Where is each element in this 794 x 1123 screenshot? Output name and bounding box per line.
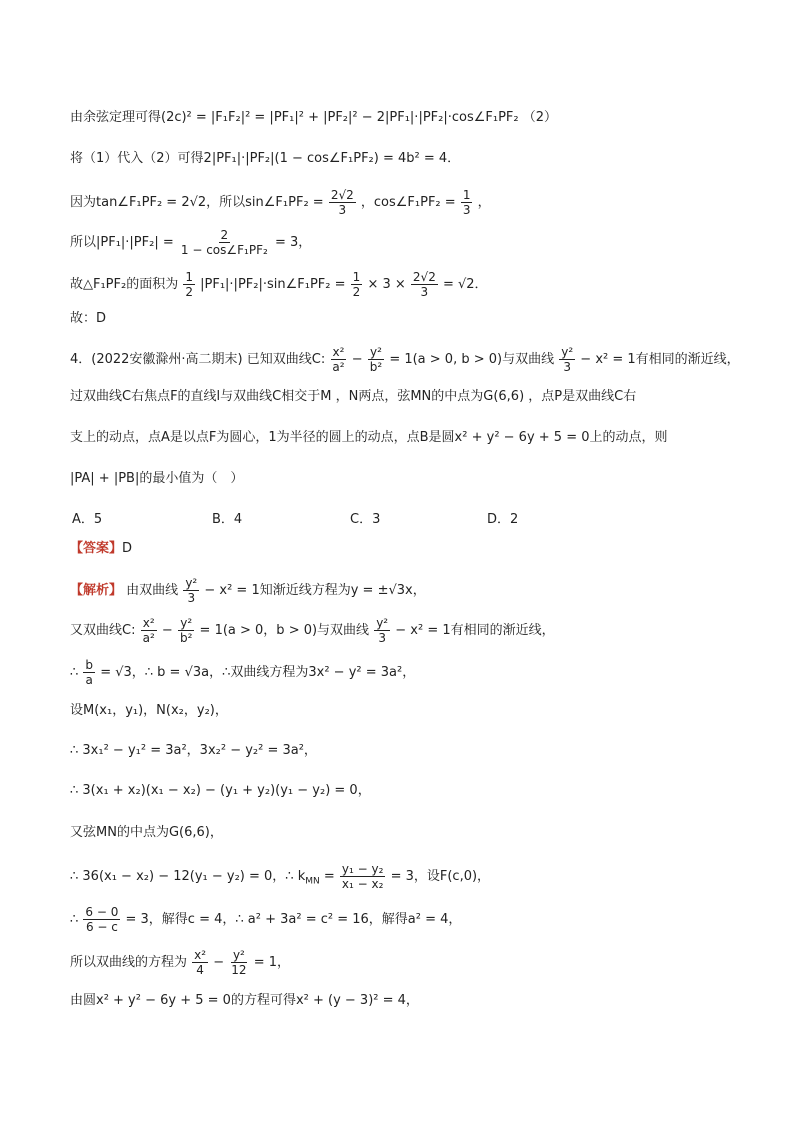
denominator: 3 xyxy=(187,591,196,605)
tan-sin-cos-line: 因为tan∠F₁PF₂ = 2√2，所以sin∠F₁PF₂ = $\frac{2√2}{3}$ ，cos∠F₁PF₂ = $\frac{1}{3}$ ， xyxy=(70,188,491,217)
option-d: D．2 xyxy=(487,512,519,527)
analysis-line-7: 又弦MN的中点为G(6,6)， xyxy=(70,825,223,840)
answer-value: D xyxy=(122,541,133,556)
denominator: 2 xyxy=(352,285,361,299)
question-4-line-2: 过双曲线C右焦点F的直线l与双曲线C相交于M ，N两点，弦MN的中点为G(6,6) ，点P是双曲线C右 xyxy=(70,389,637,404)
numerator: 1 xyxy=(462,188,471,202)
denominator: 2 xyxy=(185,285,193,299)
text: |PF₁|·|PF₂|·sin∠F₁PF₂ = xyxy=(200,277,346,292)
numerator: y² xyxy=(561,345,574,359)
fraction-y2b2 xyxy=(368,345,384,374)
numerator: 2√2 xyxy=(330,188,354,202)
fraction-y23-c xyxy=(374,616,390,645)
analysis-line-5: ∴ 3x₁² − y₁² = 3a²，3x₂² − y₂² = 3a²， xyxy=(70,743,317,758)
fraction-2root2 xyxy=(411,270,438,299)
subscript: MN xyxy=(305,876,320,887)
text: = 3，解得c = 4，∴ a² + 3a² = c² = 16，解得a² = 4， xyxy=(125,912,462,927)
analysis-line-2: 又双曲线C: $\frac{\text{x²}}{\text{a²}}$ − $\frac{\text{y²}}{\text{b²}}$ = 1(a > 0，b > 0)与双曲线 $\frac{\text{y²}}{3}$ − x² = 1有相同的渐近线， xyxy=(70,616,555,645)
fraction-half-2 xyxy=(351,270,363,299)
text: 故△F₁PF₂的面积为 xyxy=(70,277,179,292)
analysis-tag: 【解析】 xyxy=(70,583,123,598)
analysis-line-10: 所以双曲线的方程为 $\frac{\text{x²}}{4}$ − $\frac{\text{y²}}{12}$ = 1， xyxy=(70,948,290,977)
analysis-line-6: ∴ 3(x₁ + x₂)(x₁ − x₂) − (y₁ + y₂)(y₁ − y₂) = 0， xyxy=(70,783,371,798)
denominator: b² xyxy=(179,631,193,645)
analysis-line-1 xyxy=(70,576,426,605)
text: 又双曲线C: xyxy=(70,623,136,638)
analysis-line-3 xyxy=(70,658,415,687)
question-4-line-3: 支上的动点，点A是以点F为圆心，1为半径的圆上的动点，点B是圆x² + y² − 6y + 5 = 0上的动点，则 xyxy=(70,430,668,445)
analysis-line-9 xyxy=(70,905,461,934)
text: ，cos∠F₁PF₂ = xyxy=(360,195,456,210)
fraction-60 xyxy=(83,905,120,934)
numerator: 2√2 xyxy=(412,270,436,284)
fraction-slope xyxy=(340,862,386,891)
cosine-law-line: 由余弦定理可得(2c)² = |F₁F₂|² = |PF₁|² + |PF₂|² − 2|PF₁|·|PF₂|·cos∠F₁PF₂ （2） xyxy=(70,110,558,125)
fraction-y2b2-b xyxy=(178,616,194,645)
numerator: y² xyxy=(185,576,198,590)
denominator: a xyxy=(85,673,93,687)
denominator: x₁ − x₂ xyxy=(341,877,384,891)
numerator: y₁ − y₂ xyxy=(341,862,384,876)
denominator: 3 xyxy=(563,360,572,374)
fraction-y23-b xyxy=(183,576,199,605)
denominator: 6 − c xyxy=(85,920,118,934)
fraction-y23 xyxy=(559,345,575,374)
denominator: 3 xyxy=(378,631,386,645)
numerator: b xyxy=(85,658,94,672)
text: × 3 × xyxy=(367,277,406,292)
text: = 3， xyxy=(274,235,312,250)
text: − x² = 1知渐近线方程为y = ±√3x， xyxy=(204,583,426,598)
denominator: a² xyxy=(332,360,345,374)
text: = 1(a > 0, b > 0)与双曲线 xyxy=(389,352,555,367)
numerator: 6 − 0 xyxy=(85,905,119,919)
fraction-ba xyxy=(83,658,95,687)
fraction-product xyxy=(179,228,270,257)
text: = xyxy=(323,869,335,884)
text: − x² = 1有相同的渐近线， xyxy=(580,352,740,367)
text: ∴ xyxy=(70,912,79,927)
answer-tag: 【答案】 xyxy=(70,541,123,556)
fraction-sin xyxy=(329,188,356,217)
text: 4．(2022安徽滁州·高二期末) 已知双曲线C: xyxy=(70,352,326,367)
denominator: 12 xyxy=(231,963,247,977)
denominator: 3 xyxy=(338,203,347,217)
text: = √3，∴ b = √3a，∴双曲线方程为3x² − y² = 3a²， xyxy=(100,665,416,680)
text: = 1， xyxy=(253,955,290,970)
numerator: x² xyxy=(142,616,155,630)
text: ∴ 36(x₁ − x₂) − 12(y₁ − y₂) = 0，∴ k xyxy=(70,869,306,884)
numerator: 1 xyxy=(185,270,193,284)
question-4-line-4: |PA| + |PB|的最小值为（ ） xyxy=(70,471,244,486)
text: ∴ xyxy=(70,665,79,680)
numerator: y² xyxy=(376,616,389,630)
fraction-y12 xyxy=(229,948,248,977)
numerator: y² xyxy=(369,345,382,359)
text: − x² = 1有相同的渐近线， xyxy=(395,623,555,638)
denominator: 3 xyxy=(462,203,471,217)
denominator: 3 xyxy=(420,285,429,299)
numerator: 2 xyxy=(220,228,229,242)
analysis-line-8 xyxy=(70,862,490,891)
text: = 3，设F(c,0)， xyxy=(390,869,491,884)
fraction-x2a2 xyxy=(330,345,346,374)
numerator: 1 xyxy=(352,270,361,284)
numerator: y² xyxy=(232,948,245,962)
denominator: 1 − cos∠F₁PF₂ xyxy=(180,243,268,257)
fraction-cos xyxy=(461,188,473,217)
analysis-line-4: 设M(x₁，y₁)，N(x₂，y₂)， xyxy=(70,703,228,718)
conclusion-line: 故：D xyxy=(70,311,107,326)
analysis-line-11: 由圆x² + y² − 6y + 5 = 0的方程可得x² + (y − 3)² = 4， xyxy=(70,993,419,1008)
text: 所以双曲线的方程为 xyxy=(70,955,188,970)
option-c: C．3 xyxy=(350,512,381,527)
text: 所以|PF₁|·|PF₂| = xyxy=(70,235,174,250)
fraction-half xyxy=(183,270,195,299)
text: 由双曲线 xyxy=(126,583,179,598)
text: = √2． xyxy=(442,277,488,292)
question-4-line-1: 4．(2022安徽滁州·高二期末) 已知双曲线C: $\frac{\text{x²}}{\text{a²}}$ − $\frac{\text{y²}}{\text{b²}}$ = 1(a > 0, b > 0)与双曲线 $\frac{\text{y²}}{3}$ − x² = 1有相同的渐近线， xyxy=(70,345,740,374)
numerator: x² xyxy=(194,948,207,962)
fraction-x2a2-b xyxy=(141,616,157,645)
denominator: 4 xyxy=(196,963,204,977)
denominator: a² xyxy=(142,631,155,645)
option-a: A．5 xyxy=(72,512,103,527)
option-b: B．4 xyxy=(212,512,243,527)
area-line xyxy=(70,270,488,299)
answer-line xyxy=(70,540,132,558)
substitution-line: 将（1）代入（2）可得2|PF₁|·|PF₂|(1 − cos∠F₁PF₂) = 4b² = 4． xyxy=(70,151,461,166)
text: = 1(a > 0，b > 0)与双曲线 xyxy=(199,623,370,638)
fraction-x4 xyxy=(192,948,208,977)
text: 因为tan∠F₁PF₂ = 2√2，所以sin∠F₁PF₂ = xyxy=(70,195,324,210)
denominator: b² xyxy=(369,360,383,374)
numerator: y² xyxy=(180,616,193,630)
product-line xyxy=(70,228,311,257)
numerator: x² xyxy=(332,345,345,359)
